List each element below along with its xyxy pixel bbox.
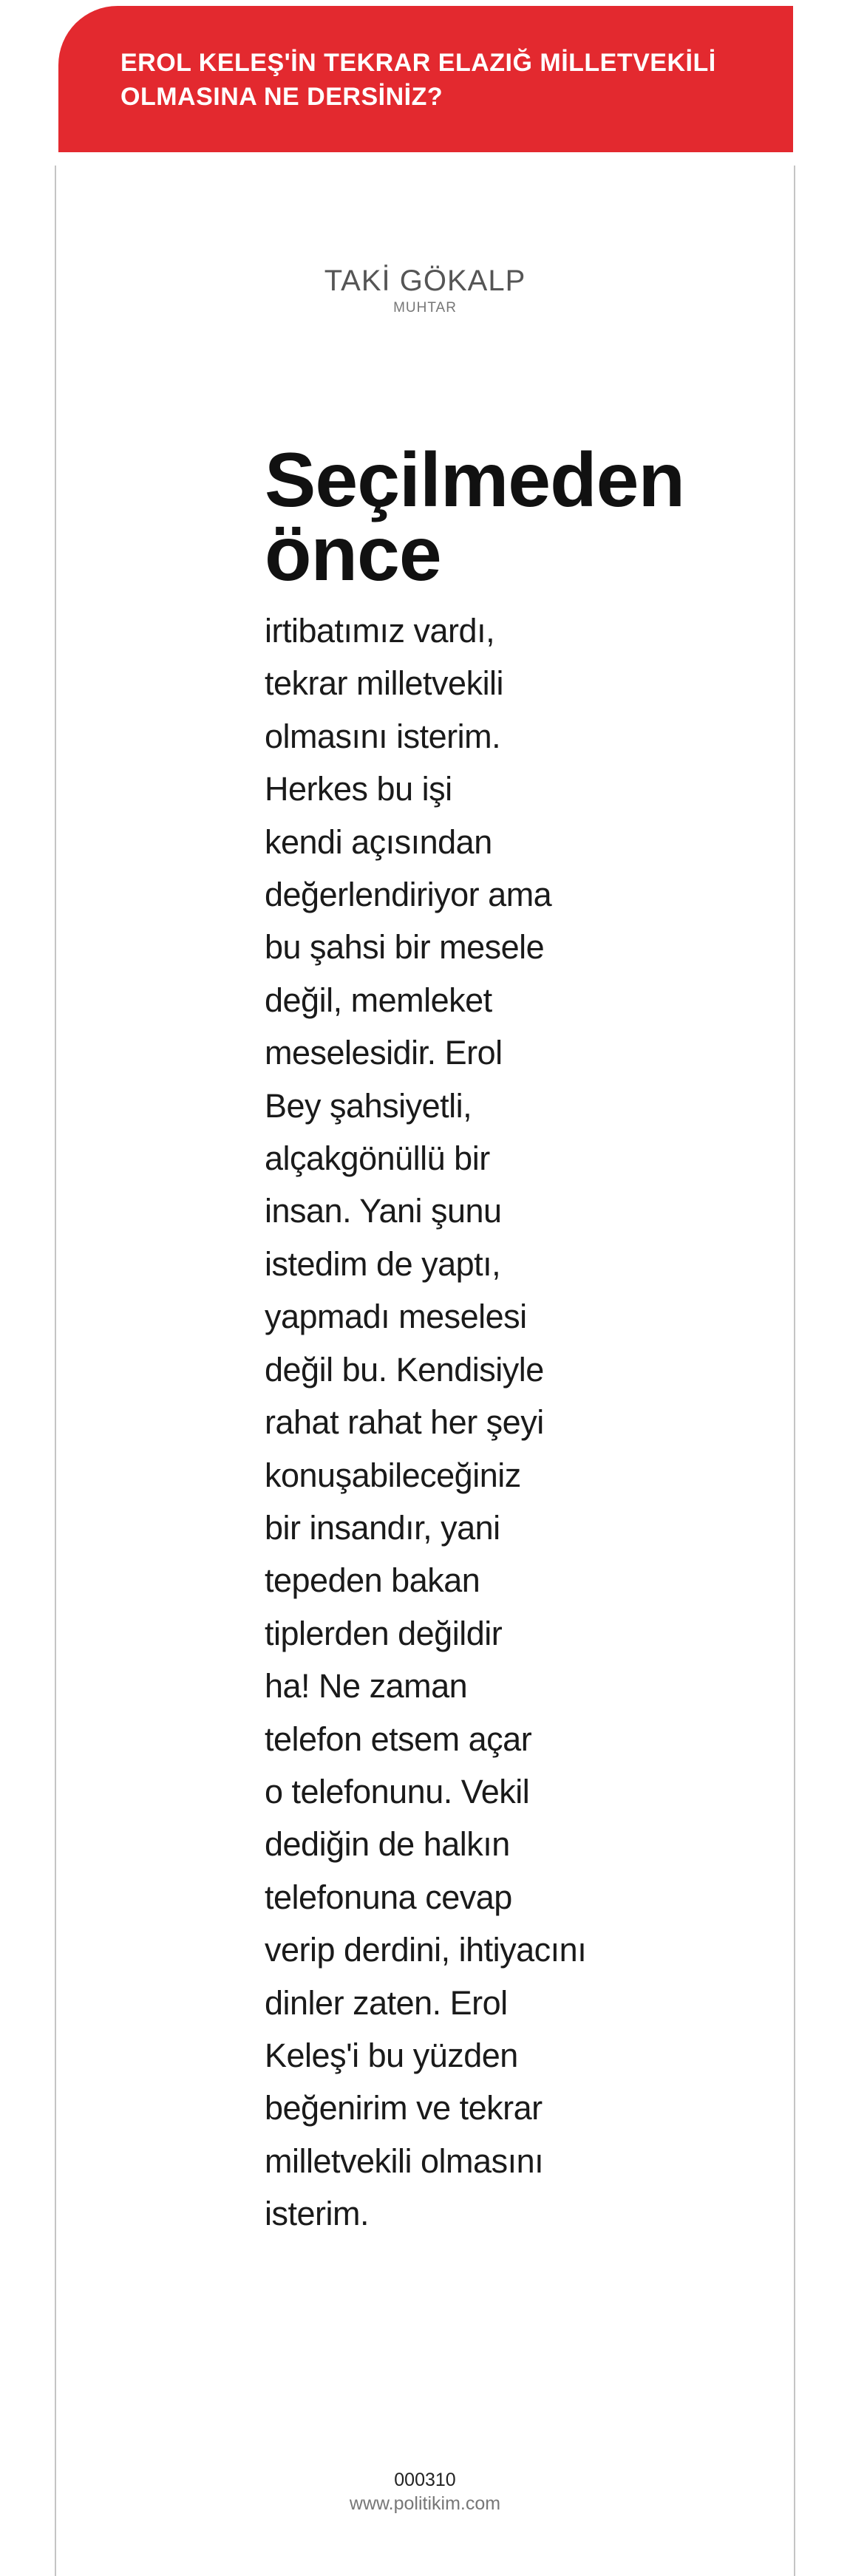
quote-body-line: bu şahsi bir mesele [265,928,545,967]
survey-question-line-1: EROL KELEŞ'İN TEKRAR ELAZIĞ MİLLETVEKİLİ [120,49,716,77]
frame-right-border [794,166,795,2576]
quote-body-line: verip derdini, ihtiyacını [265,1931,587,1969]
person-role: MUHTAR [393,300,457,316]
quote-body-line: bir insandır, yani [265,1508,500,1547]
footer-url: www.politikim.com [349,2493,501,2514]
quote-headline [265,437,685,597]
quote-body-line: telefon etsem açar [265,1720,532,1758]
quote-article [265,437,685,2241]
quote-body-line: değerlendiriyor ama [265,876,552,914]
quote-body-line: Bey şahsiyetli, [265,1086,472,1125]
quote-body-line: tiplerden değildir [265,1614,503,1652]
quote-body-line: değil, memleket [265,981,492,1019]
quote-body-line: değil bu. Kendisiyle [265,1350,544,1388]
survey-question-line-2: OLMASINA NE DERSİNİZ? [120,83,443,111]
quote-body-line: ha! Ne zaman [265,1667,468,1706]
quote-body-line: insan. Yani şunu [265,1192,502,1230]
quote-body-line: dediğin de halkın [265,1825,510,1864]
header-banner [58,6,793,152]
person-info [0,263,850,316]
quote-body-line: dinler zaten. Erol [265,1983,508,2022]
quote-body-line: istedim de yaptı, [265,1244,501,1283]
frame-left-border [55,166,56,2576]
quote-body-line: telefonuna cevap [265,1878,512,1916]
quote-headline-line-2: önce [265,511,441,597]
person-name: TAKİ GÖKALP [324,265,526,297]
quote-body-line: kendi açısından [265,822,492,861]
footer [0,2468,850,2515]
quote-body-line: meselesidir. Erol [265,1034,503,1072]
quote-body-line: yapmadı meselesi [265,1298,527,1336]
quote-body-line: tekrar milletvekili [265,664,504,703]
quote-headline-line-1: Seçilmeden [265,437,685,523]
quote-body-line: Keleş'i bu yüzden [265,2036,518,2074]
quote-body-line: Herkes bu işi [265,770,452,808]
quote-body-line: milletvekili olmasını [265,2141,544,2180]
quote-body-line: tepeden bakan [265,1561,480,1600]
footer-code: 000310 [394,2470,456,2490]
survey-question [120,46,749,114]
quote-body-line: konuşabileceğiniz [265,1456,521,1494]
quote-body-line: rahat rahat her şeyi [265,1403,544,1442]
quote-body-line: isterim. [265,2195,369,2233]
quote-body-line: alçakgönüllü bir [265,1139,490,1178]
quote-body [265,604,679,2241]
quote-body-line: beğenirim ve tekrar [265,2089,543,2127]
quote-body-line: olmasını isterim. [265,717,501,755]
quote-body-line: irtibatımız vardı, [265,612,495,650]
quote-body-line: o telefonunu. Vekil [265,1772,530,1810]
